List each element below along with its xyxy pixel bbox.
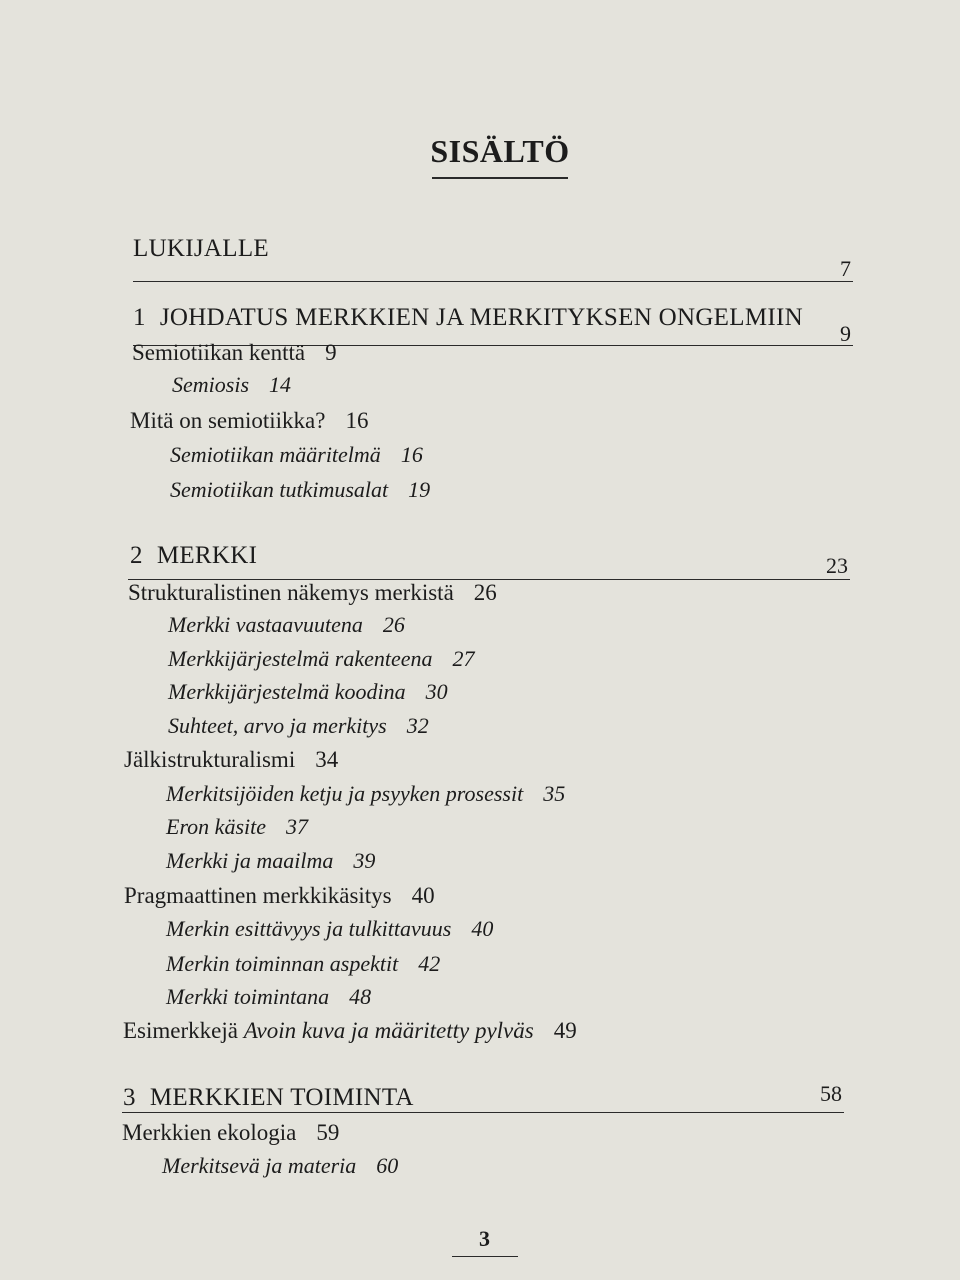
toc-entry: Mitä on semiotiikka? 16 (130, 408, 369, 433)
toc-subentry: Semiosis 14 (172, 372, 291, 397)
chapter-number: 3 (123, 1084, 136, 1111)
toc-subentry: Merkin esittävyys ja tulkittavuus 40 (166, 916, 494, 941)
toc-entry: Semiotiikan kenttä 9 (132, 340, 337, 365)
foreword-rule (133, 281, 853, 282)
toc-subentry: Merkkijärjestelmä koodina 30 (168, 679, 448, 704)
toc-entry: Strukturalistinen näkemys merkistä 26 (128, 580, 497, 605)
toc-subentry: Semiotiikan tutkimusalat 19 (170, 477, 431, 502)
chapter-title: JOHDATUS MERKKIEN JA MERKITYKSEN ONGELMIIN (159, 304, 803, 331)
toc-subentry: Merkki ja maailma 39 (166, 848, 376, 873)
chapter-1-heading (133, 305, 803, 330)
chapter-1-page: 9 (840, 321, 851, 346)
chapter-3-page: 58 (820, 1081, 842, 1106)
toc-entry: Merkkien ekologia 59 (122, 1120, 340, 1145)
toc-entry-italic: Avoin kuva ja määritetty pylväs (243, 1018, 534, 1043)
chapter-3-rule (122, 1112, 844, 1113)
toc-entry: Esimerkkejä Avoin kuva ja määritetty pylväs 49 (123, 1018, 577, 1043)
chapter-2-heading (130, 543, 257, 568)
chapter-title: MERKKIEN TOIMINTA (149, 1084, 414, 1111)
toc-subentry: Merkitsevä ja materia 60 (162, 1153, 399, 1178)
page-number-rule (452, 1256, 518, 1257)
toc-subentry: Merkki vastaavuutena 26 (168, 612, 405, 637)
toc-subentry: Suhteet, arvo ja merkitys 32 (168, 713, 429, 738)
page-number: 3 (479, 1226, 490, 1251)
page-title: SISÄLTÖ (430, 133, 570, 169)
toc-subentry: Merkki toimintana 48 (166, 984, 372, 1009)
toc-subentry: Merkitsijöiden ketju ja psyyken prosessit 35 (166, 781, 566, 806)
foreword-title: LUKIJALLE (133, 235, 270, 262)
title-underline (432, 177, 568, 179)
toc-subentry: Semiotiikan määritelmä 16 (170, 442, 423, 467)
chapter-number: 2 (130, 542, 143, 569)
foreword-page: 7 (840, 256, 851, 281)
toc-subentry: Merkin toiminnan aspektit 42 (166, 951, 441, 976)
toc-subentry: Eron käsite 37 (166, 814, 308, 839)
toc-subentry: Merkkijärjestelmä rakenteena 27 (168, 646, 475, 671)
chapter-title: MERKKI (156, 542, 258, 569)
chapter-number: 1 (133, 304, 146, 331)
toc-entry: Jälkistrukturalismi 34 (124, 747, 339, 772)
toc-entry: Pragmaattinen merkkikäsitys 40 (124, 883, 435, 908)
chapter-3-heading (123, 1085, 414, 1110)
chapter-2-page: 23 (826, 553, 848, 578)
